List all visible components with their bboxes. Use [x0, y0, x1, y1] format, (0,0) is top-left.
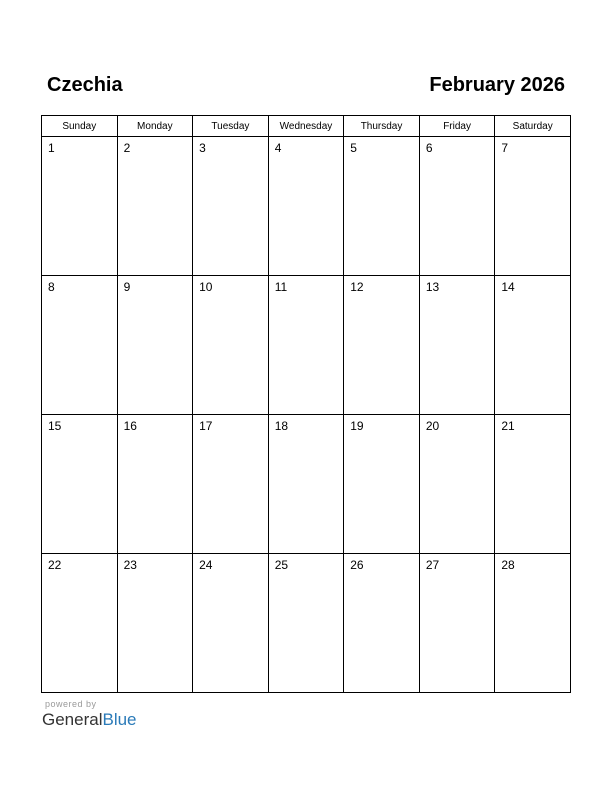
day-number: 14 [501, 280, 515, 294]
day-cell [344, 554, 420, 693]
day-number: 11 [274, 280, 288, 294]
day-number: 6 [425, 141, 433, 155]
day-number: 17 [199, 419, 213, 433]
day-cell [42, 415, 118, 554]
day-cell [419, 415, 495, 554]
weekday-friday: Friday [419, 116, 495, 137]
day-cell [419, 554, 495, 693]
weekday-saturday: Saturday [495, 116, 571, 137]
day-cell [344, 415, 420, 554]
brand-general-text: General [42, 710, 103, 729]
weekday-tuesday: Tuesday [193, 116, 269, 137]
day-number: 19 [350, 419, 364, 433]
week-row-4 [42, 554, 571, 693]
week-row-3 [42, 415, 571, 554]
footer-branding [42, 699, 137, 730]
day-number: 7 [501, 141, 509, 155]
day-cell [42, 137, 118, 276]
day-number: 24 [199, 558, 213, 572]
day-number: 4 [274, 141, 282, 155]
day-number: 18 [274, 419, 289, 433]
day-cell [495, 415, 571, 554]
weekday-wednesday: Wednesday [268, 116, 344, 137]
day-number: 28 [501, 558, 515, 572]
day-number: 8 [48, 280, 55, 294]
brand-blue-text: Blue [102, 710, 137, 729]
day-number: 13 [425, 280, 440, 294]
day-cell [344, 137, 420, 276]
day-cell [344, 276, 420, 415]
week-row-1 [42, 137, 571, 276]
day-cell [268, 137, 344, 276]
day-cell [117, 415, 193, 554]
day-cell [419, 137, 495, 276]
day-cell [495, 137, 571, 276]
day-cell [117, 276, 193, 415]
day-number: 10 [199, 280, 213, 294]
generalblue-logo [42, 710, 137, 730]
week-row-2 [42, 276, 571, 415]
weekday-sunday: Sunday [42, 116, 118, 137]
day-cell [495, 554, 571, 693]
day-number: 27 [425, 558, 440, 572]
day-number: 25 [274, 558, 289, 572]
day-number: 23 [123, 558, 137, 572]
day-cell [268, 276, 344, 415]
day-cell [193, 415, 269, 554]
weekday-monday: Monday [117, 116, 193, 137]
day-number: 22 [48, 558, 62, 572]
day-cell [193, 137, 269, 276]
day-number: 2 [123, 141, 131, 155]
day-cell [268, 554, 344, 693]
day-cell [42, 554, 118, 693]
weekday-thursday: Thursday [344, 116, 420, 137]
month-year-title: February 2026 [429, 73, 565, 96]
weekday-header-row [42, 116, 571, 137]
calendar-header [47, 70, 565, 100]
day-cell [42, 276, 118, 415]
day-number: 3 [199, 141, 206, 155]
day-cell [117, 554, 193, 693]
day-cell [495, 276, 571, 415]
day-number: 1 [48, 141, 55, 155]
day-number: 15 [48, 419, 62, 433]
day-cell [419, 276, 495, 415]
day-cell [117, 137, 193, 276]
day-cell [193, 554, 269, 693]
day-number: 16 [123, 419, 137, 433]
powered-by-label: powered by [45, 699, 97, 709]
day-number: 26 [350, 558, 364, 572]
day-number: 9 [123, 280, 131, 294]
day-number: 5 [350, 141, 357, 155]
day-number: 20 [425, 419, 440, 433]
day-cell [193, 276, 269, 415]
month-grid [41, 115, 571, 693]
day-number: 12 [350, 280, 364, 294]
day-cell [268, 415, 344, 554]
day-number: 21 [501, 419, 515, 433]
country-title: Czechia [47, 73, 123, 96]
